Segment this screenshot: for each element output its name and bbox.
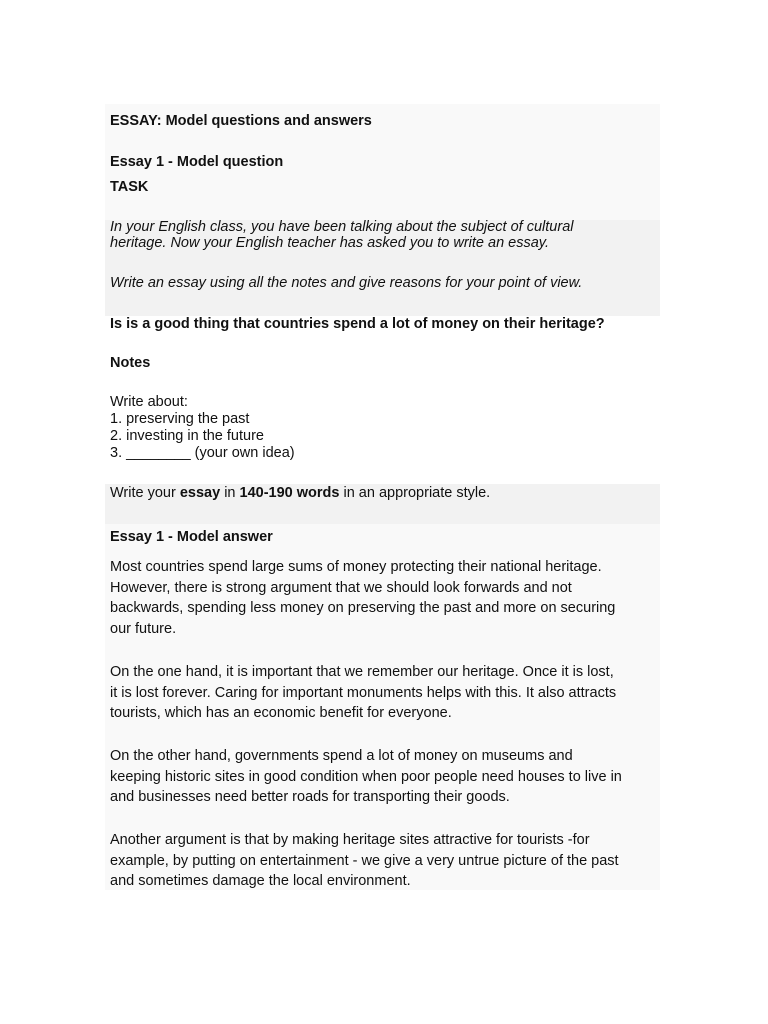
word-limit-essay: essay — [179, 485, 221, 501]
document-title: ESSAY: Model questions and answers — [110, 113, 372, 129]
paragraph-line: Another argument is that by making heritage sites attractive for tourists -for — [110, 832, 590, 848]
prompt-line-1: In your English class, you have been talking about the subject of cultural — [110, 219, 574, 235]
answer-paragraph-4 — [110, 830, 619, 892]
paragraph-line: it is lost forever. Caring for important monuments helps with this. It also attracts — [110, 684, 617, 701]
answer-paragraph-1 — [110, 557, 615, 639]
note-item-3: 3. ________ (your own idea) — [110, 445, 295, 461]
paragraph-line: our future. — [110, 620, 177, 637]
paragraph-line: example, by putting on entertainment - we give a very untrue picture of the past — [110, 852, 619, 869]
note-item-2: 2. investing in the future — [110, 428, 264, 444]
paragraph-line: Most countries spend large sums of money protecting their national heritage. — [110, 559, 602, 575]
note-item-1: 1. preserving the past — [110, 411, 250, 427]
paragraph-line: However, there is strong argument that we should look forwards and not — [110, 579, 572, 596]
word-limit-instruction — [110, 485, 490, 501]
word-limit-post: in an appropriate style. — [339, 485, 491, 501]
paragraph-line: keeping historic sites in good condition when poor people need houses to live in — [110, 768, 622, 785]
paragraph-line: and businesses need better roads for transporting their goods. — [110, 789, 510, 805]
paragraph-line: and sometimes damage the local environment. — [110, 873, 411, 889]
instruction-text: Write an essay using all the notes and give reasons for your point of view. — [110, 275, 583, 291]
question-heading: Essay 1 - Model question — [110, 154, 284, 170]
essay-question: Is is a good thing that countries spend a lot of money on their heritage? — [110, 316, 605, 332]
paragraph-line: On the one hand, it is important that we remember our heritage. Once it is lost, — [110, 664, 614, 680]
answer-heading: Essay 1 - Model answer — [110, 529, 273, 545]
paragraph-line: On the other hand, governments spend a lot of money on museums and — [110, 748, 573, 764]
word-limit-pre: Write your — [110, 485, 180, 501]
notes-heading: Notes — [110, 355, 151, 371]
paragraph-line: backwards, spending less money on preserving the past and more on securing — [110, 600, 616, 616]
word-limit-in: in — [220, 485, 240, 501]
write-about-label: Write about: — [110, 394, 188, 410]
paragraph-line: tourists, which has an economic benefit for everyone. — [110, 705, 452, 721]
prompt-line-2: heritage. Now your English teacher has asked you to write an essay. — [110, 235, 549, 251]
word-limit-count: 140-190 words — [239, 485, 340, 501]
task-heading: TASK — [110, 179, 149, 195]
answer-paragraph-3 — [110, 746, 622, 808]
answer-paragraph-2 — [110, 662, 616, 724]
